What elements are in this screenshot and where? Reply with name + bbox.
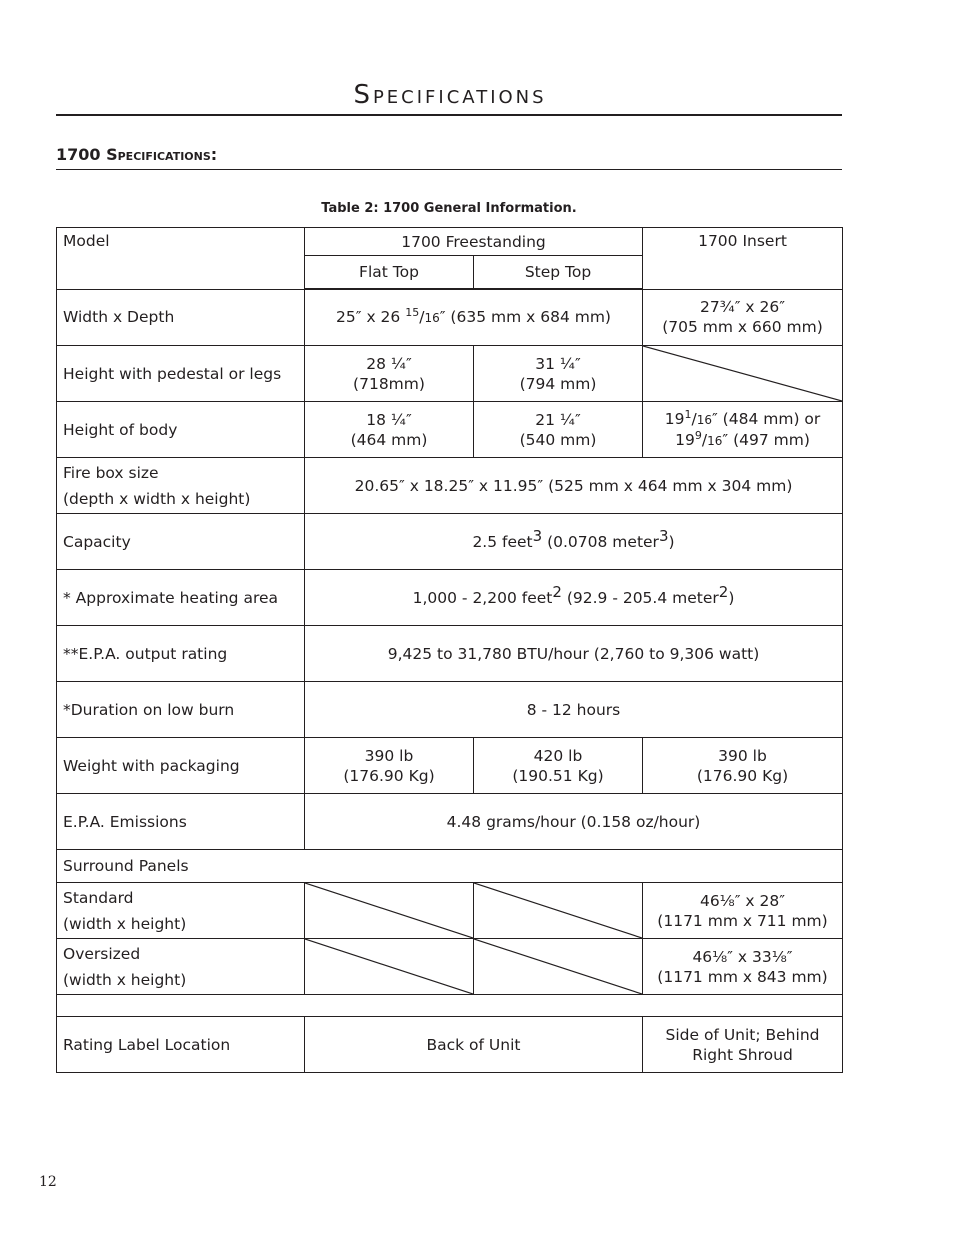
standard-label-line1: Standard [63,888,134,907]
height-body-step-line2: (540 mm) [519,430,597,449]
weight-label-text: Weight with packaging [63,756,240,775]
specifications-table [56,227,843,1073]
diagonal-slash [474,883,642,938]
epa-emissions-label-text: E.P.A. Emissions [63,812,187,831]
height-body-flat [305,402,474,458]
heating-area-value [305,570,843,626]
weight-flat [305,738,474,794]
surround-label-text: Surround Panels [63,857,189,875]
duration-value-text: 8 - 12 hours [526,700,621,719]
capacity-sup-a: 3 [532,526,543,545]
capacity-text-c: ) [668,532,675,551]
firebox-value [305,458,843,514]
width-depth-insert [643,289,843,346]
heating-area-sup-b: 2 [718,582,729,601]
height-body-flat-line2: (464 mm) [350,430,428,449]
oversized-label-line2: (width x height) [63,970,187,989]
weight-insert [643,738,843,794]
height-pedestal-flat-line2: (718mm) [353,374,425,393]
standard-flat-na [305,883,474,939]
weight-step [474,738,643,794]
height-pedestal-label-text: Height with pedestal or legs [63,364,282,383]
standard-insert [643,883,843,939]
table-spacer-cell [57,995,843,1017]
capacity-value [305,514,843,570]
standard-label-line2: (width x height) [63,914,187,933]
height-pedestal-insert-na [643,346,843,402]
height-body-label [57,402,305,458]
rating-label-insert-line1: Side of Unit; Behind [665,1025,820,1044]
capacity-label-text: Capacity [63,532,131,551]
width-depth-text-a: 25″ x 26 [336,308,406,326]
standard-step-na [474,883,643,939]
height-body-step-line1: 21 ¼″ [535,410,581,429]
weight-insert-line1: 390 lb [718,746,767,765]
width-depth-frac-num: 15 [405,305,420,319]
oversized-label [57,939,305,995]
height-body-step [474,402,643,458]
oversized-insert-line1: 46⅛″ x 33⅛″ [692,947,793,966]
height-body-insert-l1-rest: ″ (484 mm) or [711,409,821,428]
width-depth-freestanding: 25″ x 26 $^{15}$/16″ (635 mm x 684 mm) [305,289,643,346]
step-top-header-text: Step Top [524,263,592,281]
table-row-weight [57,738,843,794]
freestanding-header [305,228,643,256]
epa-output-label-text: **E.P.A. output rating [63,644,228,663]
duration-value [305,682,843,738]
height-body-insert-line1: $19^1/16''$ (484 mm) or [664,407,821,428]
width-depth-insert-line2: (705 mm x 660 mm) [662,318,823,337]
firebox-value-text: 20.65″ x 18.25″ x 11.95″ (525 mm x 464 mm x 304 mm) [354,476,793,495]
capacity-sup-b: 3 [658,526,669,545]
firebox-label-line1: Fire box size [63,463,159,482]
table-row-rating-label [57,1017,843,1073]
rating-label-insert [643,1017,843,1073]
width-depth-label [57,289,305,346]
table-row-firebox [57,458,843,514]
insert-header-text: 1700 Insert [698,232,787,250]
height-body-insert-l2-den: 16 [707,433,723,448]
epa-output-label [57,626,305,682]
standard-insert-line1: 46⅛″ x 28″ [699,891,786,910]
standard-insert-line2: (1171 mm x 711 mm) [657,911,828,930]
weight-flat-line1: 390 lb [364,746,414,765]
duration-label-text: *Duration on low burn [63,700,235,719]
oversized-insert-line2: (1171 mm x 843 mm) [657,967,828,986]
height-body-insert-l1-num: 1 [684,407,692,421]
table-row-capacity [57,514,843,570]
heating-area-text-c: ) [728,588,735,607]
oversized-step-na [474,939,643,995]
height-pedestal-flat-line1: 28 ¼″ [366,354,412,373]
table-row-surround [57,850,843,883]
oversized-label-line1: Oversized [63,944,141,963]
table-row-heating-area [57,570,843,626]
table-header-row [57,228,843,256]
diagonal-slash [474,939,642,994]
rating-label-label [57,1017,305,1073]
table-caption: Table 2: 1700 General Information. [321,201,577,216]
firebox-label [57,458,305,514]
page-title: Specifications [353,80,547,110]
height-pedestal-step-line2: (794 mm) [519,374,597,393]
table-row-epa-output [57,626,843,682]
flat-top-header [305,256,474,290]
height-pedestal-step-line1: 31 ¼″ [535,354,581,373]
table-row-spacer [57,995,843,1017]
height-body-insert-l1-den: 16 [696,412,712,427]
height-body-insert-l2-whole: 19 [675,430,695,449]
weight-step-line2: (190.51 Kg) [512,766,604,785]
height-body-insert-l1-whole: 19 [664,409,685,428]
height-pedestal-flat [305,346,474,402]
section-heading: 1700 Specifications: [56,145,218,164]
epa-output-value-text: 9,425 to 31,780 BTU/hour (2,760 to 9,306 watt) [387,644,760,663]
epa-emissions-value [305,794,843,850]
height-pedestal-label [57,346,305,402]
table-row-width-depth [57,289,843,346]
table-row-duration [57,682,843,738]
width-depth-insert-line1: 27¾″ x 26″ [699,298,786,317]
firebox-label-line2: (depth x width x height) [63,489,251,508]
table-row-height-pedestal [57,346,843,402]
heating-area-label [57,570,305,626]
model-label-cell [57,228,305,290]
table-row-height-body [57,402,843,458]
height-body-insert-line2: $19^9/16''$ (497 mm) [675,428,810,449]
rating-label-freestanding-text: Back of Unit [426,1035,521,1054]
freestanding-header-text: 1700 Freestanding [401,232,546,251]
epa-emissions-value-text: 4.48 grams/hour (0.158 oz/hour) [446,812,701,831]
model-label: Model [63,232,110,250]
standard-label [57,883,305,939]
heating-area-label-text: * Approximate heating area [63,588,279,607]
capacity-text-a: 2.5 feet [472,532,533,551]
height-body-insert [643,402,843,458]
diagonal-slash [305,883,473,938]
oversized-flat-na [305,939,474,995]
width-depth-text-b: ″ (635 mm x 684 mm) [439,308,611,326]
weight-step-line1: 420 lb [533,746,583,765]
epa-emissions-label [57,794,305,850]
insert-header [643,228,843,290]
heating-area-sup-a: 2 [552,582,562,601]
height-body-insert-l2-num: 9 [694,428,702,442]
rating-label-insert-line2: Right Shroud [692,1045,793,1064]
weight-flat-line2: (176.90 Kg) [343,766,435,785]
heating-area-text-a: 1,000 - 2,200 feet [412,588,553,607]
step-top-header [474,256,643,290]
capacity-label [57,514,305,570]
diagonal-slash [643,346,842,401]
width-depth-label-text: Width x Depth [63,308,175,327]
section-divider [56,169,842,170]
height-body-flat-line1: 18 ¼″ [366,410,412,429]
duration-label [57,682,305,738]
table-row-oversized [57,939,843,995]
rating-label-label-text: Rating Label Location [63,1035,231,1054]
height-body-insert-l2-rest: ″ (497 mm) [722,430,810,449]
width-depth-frac-den: 16 [424,311,440,325]
height-pedestal-step [474,346,643,402]
diagonal-slash [305,939,473,994]
heating-area-text-b: (92.9 - 205.4 meter [561,588,719,607]
capacity-text-b: (0.0708 meter [542,532,659,551]
oversized-insert [643,939,843,995]
rating-label-freestanding [305,1017,643,1073]
page-number: 12 [39,1174,57,1190]
table-row-epa-emissions [57,794,843,850]
height-body-label-text: Height of body [63,420,178,439]
table-row-standard [57,883,843,939]
weight-insert-line2: (176.90 Kg) [696,766,789,785]
weight-label [57,738,305,794]
surround-label [57,850,843,883]
epa-output-value [305,626,843,682]
flat-top-header-text: Flat Top [359,263,419,281]
title-divider [56,114,842,116]
